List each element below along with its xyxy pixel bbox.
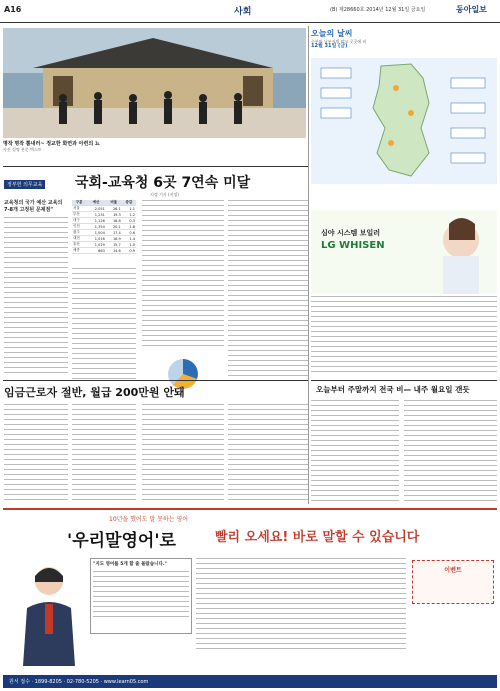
ad-headline	[67, 526, 176, 551]
body-text	[4, 217, 68, 377]
table-row: 부산 1,231 19.3 1.2	[73, 212, 135, 217]
page-number: A16	[4, 5, 22, 14]
testimonial-text: "지도 영어를 5개 할 줄 몰랐습니다."	[93, 562, 167, 567]
body-text	[72, 404, 136, 504]
testimonial-body	[93, 571, 189, 621]
photo-caption	[3, 140, 306, 162]
table-row: 서울 2,051 26.1 1.1	[73, 206, 135, 211]
weather-title: 오늘의 날씨	[311, 29, 353, 38]
ad-headline-b: 빨리 오세요! 바로 말할 수 있습니다	[215, 530, 420, 545]
contact-bar: 원서 접수 · 1899-8205 · 02-780-5205 · www.learn05.com	[3, 675, 497, 688]
body-text	[404, 400, 497, 504]
column-rule	[308, 26, 309, 504]
body-text	[228, 200, 308, 380]
article-headline: 임금근로자 절반, 월급 200만원 안돼	[4, 386, 185, 399]
event-badge[interactable]: 이벤트	[412, 560, 494, 604]
article-column	[4, 200, 68, 380]
testimonial-box	[90, 558, 192, 634]
ad-headline-a: '우리말영어'로	[67, 531, 176, 551]
newspaper-logo: 동아일보	[456, 5, 487, 14]
table-row: 대구 1,126 18.8 0.3	[73, 218, 135, 223]
table-row: 광주 1,004 17.4 0.6	[73, 230, 135, 235]
article-subhead: 교육청의 국가 예산 교육의 7-8개 고정된 문제점"	[4, 200, 63, 213]
table-header-cell: 예산	[86, 200, 106, 206]
table-header-cell: 증감	[122, 200, 136, 206]
ad-body-text	[196, 558, 406, 650]
presenter-photo	[9, 556, 89, 666]
budget-table	[72, 200, 136, 254]
ad-brand: LG WHISEN	[321, 240, 385, 251]
boiler-ad	[311, 210, 497, 294]
body-text	[228, 404, 308, 504]
divider	[3, 166, 308, 167]
article-headline: 오늘부터 주말까지 전국 비— 내주 월요일 갠듯	[316, 385, 470, 394]
table-row: 대전 1,016 16.9 1.4	[73, 236, 135, 241]
section-title: 사회	[234, 7, 252, 17]
weather-table	[311, 296, 497, 376]
table-row: 울산 1,029 15.7 1.0	[73, 242, 135, 247]
news-photo	[3, 28, 306, 138]
caption-title: 명작 명작 뽐내러~ 정교한 화면과 아련의 뇨	[3, 141, 100, 147]
weather-subtitle: 중부와 남부지방 맑고 곳곳에 비	[311, 39, 367, 44]
ad-kicker: 10년을 했어도 말 못하는 영어	[109, 516, 189, 523]
divider	[311, 380, 497, 381]
table-header-cell: 구분	[72, 200, 86, 206]
weather-map	[311, 58, 497, 184]
article-tag: 정부헌 의무교육	[4, 180, 45, 189]
weather-date: 12월 31일 (금)	[311, 43, 348, 49]
weather-section	[311, 28, 497, 208]
issue-date: (B) 제28660호 2014년 12월 31일 금요일	[330, 7, 426, 13]
body-text	[142, 200, 224, 348]
body-text	[142, 404, 224, 504]
body-text	[4, 404, 68, 504]
table-row: 세종 863 14.6 0.9	[73, 248, 135, 253]
ad-text: 심야 시스템 보일러	[321, 229, 380, 237]
caption-body: 사진 설명 본문 텍스트	[3, 147, 42, 152]
body-text	[72, 268, 136, 380]
article-byline: 지정 기사 (지정)	[150, 192, 179, 197]
body-text	[311, 400, 399, 504]
table-header-cell: 비율	[106, 200, 122, 206]
article-headline: 국회-교육청 6곳 7연속 미달	[75, 175, 251, 191]
divider	[3, 380, 308, 381]
weather-table-body	[311, 296, 497, 376]
table-row: 인천 1,354 20.1 1.8	[73, 224, 135, 229]
page-header	[0, 0, 500, 23]
